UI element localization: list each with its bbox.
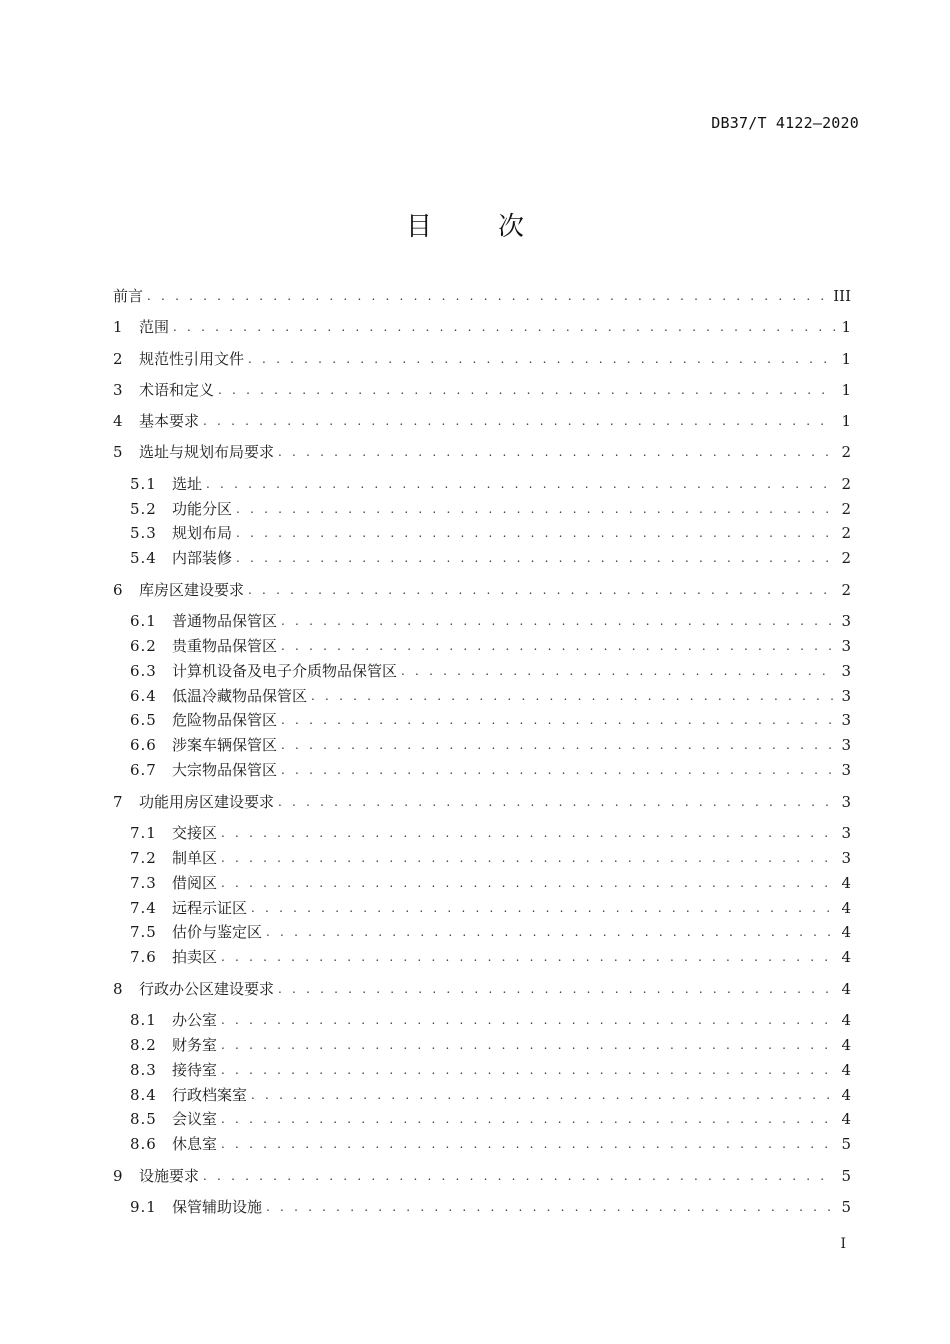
toc-entry[interactable] bbox=[113, 1195, 851, 1220]
toc-entry[interactable] bbox=[113, 871, 851, 896]
toc-entry-label: 涉案车辆保管区 bbox=[172, 736, 278, 755]
toc-entry-number: 7.2 bbox=[130, 848, 157, 867]
toc-entry-label: 库房区建设要求 bbox=[139, 580, 245, 599]
toc-entry-label: 低温冷藏物品保管区 bbox=[172, 686, 308, 705]
toc-entry[interactable] bbox=[113, 846, 851, 871]
toc-entry-number: 6.4 bbox=[130, 686, 157, 705]
toc-entry-page: 4 bbox=[841, 923, 851, 942]
toc-entry-number: 7.5 bbox=[130, 923, 157, 942]
toc-entry-page: 2 bbox=[841, 549, 851, 568]
toc-entry-label: 借阅区 bbox=[172, 873, 218, 892]
toc-entry-page: 2 bbox=[841, 474, 851, 493]
toc-entry-page: 4 bbox=[841, 1085, 851, 1104]
toc-entry-page: 1 bbox=[841, 412, 851, 431]
toc-entry-label: 选址 bbox=[172, 474, 203, 493]
toc-entry-label: 规范性引用文件 bbox=[139, 349, 245, 368]
toc-title: 目 次 bbox=[405, 212, 544, 242]
toc-entry[interactable] bbox=[113, 409, 851, 434]
toc-entry-number: 6.3 bbox=[130, 661, 157, 680]
toc-entry-number: 6.6 bbox=[130, 736, 157, 755]
toc-entry-label: 接待室 bbox=[172, 1060, 218, 1079]
toc-dot-leader bbox=[281, 609, 835, 634]
toc-dot-leader bbox=[147, 284, 827, 309]
toc-entry-number: 6.7 bbox=[130, 761, 157, 780]
toc-dot-leader bbox=[203, 409, 835, 434]
toc-entry-page: 4 bbox=[841, 1110, 851, 1129]
toc-entry[interactable] bbox=[113, 1083, 851, 1108]
toc-entry-number: 6 bbox=[113, 580, 123, 599]
toc-entry-page: 4 bbox=[841, 898, 851, 917]
toc-entry[interactable] bbox=[113, 497, 851, 522]
toc-entry-page: 3 bbox=[841, 661, 851, 680]
toc-entry-label: 行政办公区建设要求 bbox=[139, 979, 275, 998]
toc-dot-leader bbox=[248, 578, 835, 603]
toc-entry-label: 大宗物品保管区 bbox=[172, 761, 278, 780]
toc-entry[interactable] bbox=[113, 378, 851, 403]
toc-dot-leader bbox=[266, 920, 835, 945]
toc-dot-leader bbox=[221, 1033, 835, 1058]
toc-entry-number: 1 bbox=[113, 318, 123, 337]
toc-dot-leader bbox=[248, 347, 835, 372]
toc-entry-label: 交接区 bbox=[172, 823, 218, 842]
toc-entry-page: 4 bbox=[841, 1035, 851, 1054]
toc-entry-label: 贵重物品保管区 bbox=[172, 636, 278, 655]
toc-entry-label: 拍卖区 bbox=[172, 948, 218, 967]
toc-entry-number: 2 bbox=[113, 349, 123, 368]
toc-dot-leader bbox=[221, 1058, 835, 1083]
toc-dot-leader bbox=[221, 1008, 835, 1033]
toc-entry-page: 3 bbox=[841, 611, 851, 630]
toc-entry-label: 休息室 bbox=[172, 1135, 218, 1154]
toc-entry-label: 普通物品保管区 bbox=[172, 611, 278, 630]
toc-entry-page: 4 bbox=[841, 1060, 851, 1079]
toc-entry[interactable] bbox=[113, 1033, 851, 1058]
toc-entry-label: 设施要求 bbox=[139, 1166, 200, 1185]
toc-entry[interactable] bbox=[113, 1008, 851, 1033]
toc-entry-number: 7 bbox=[113, 792, 123, 811]
toc-entry-page: 1 bbox=[841, 380, 851, 399]
toc-entry-page: 3 bbox=[841, 711, 851, 730]
toc-entry-page: 2 bbox=[841, 524, 851, 543]
toc-entry-page: 3 bbox=[841, 823, 851, 842]
toc-entry-label: 选址与规划布局要求 bbox=[139, 443, 275, 462]
toc-dot-leader bbox=[221, 821, 835, 846]
toc-entry-page: 3 bbox=[841, 736, 851, 755]
toc-entry[interactable] bbox=[113, 546, 851, 571]
toc-entry-page: 3 bbox=[841, 636, 851, 655]
toc-entry-number: 5.3 bbox=[130, 524, 157, 543]
toc-entry-number: 7.1 bbox=[130, 823, 157, 842]
toc-entry-label: 远程示证区 bbox=[172, 898, 248, 917]
toc-entry-page: III bbox=[833, 287, 851, 305]
toc-entry[interactable] bbox=[113, 790, 851, 815]
toc-dot-leader bbox=[221, 871, 835, 896]
toc-entry-number: 5.1 bbox=[130, 474, 157, 493]
toc-dot-leader bbox=[236, 546, 835, 571]
toc-dot-leader bbox=[221, 846, 835, 871]
toc-dot-leader bbox=[218, 378, 835, 403]
toc-entry[interactable] bbox=[113, 821, 851, 846]
toc-dot-leader bbox=[236, 521, 835, 546]
toc-entry[interactable] bbox=[113, 521, 851, 546]
toc-entry[interactable] bbox=[113, 659, 851, 684]
toc-dot-leader bbox=[251, 896, 835, 921]
toc-entry-number: 6.1 bbox=[130, 611, 157, 630]
toc-entry[interactable] bbox=[113, 1132, 851, 1157]
toc-dot-leader bbox=[281, 758, 835, 783]
toc-entry[interactable] bbox=[113, 609, 851, 634]
footer-page-number: I bbox=[840, 1236, 846, 1252]
toc-entry-number: 5 bbox=[113, 443, 123, 462]
toc-entry-page: 1 bbox=[841, 318, 851, 337]
toc-entry-page: 4 bbox=[841, 948, 851, 967]
toc-entry-label: 基本要求 bbox=[139, 412, 200, 431]
toc-dot-leader bbox=[281, 708, 835, 733]
toc-entry-label: 术语和定义 bbox=[139, 380, 215, 399]
toc-entry-number: 8.6 bbox=[130, 1135, 157, 1154]
toc-entry-number: 8.4 bbox=[130, 1085, 157, 1104]
toc-entry-label: 会议室 bbox=[172, 1110, 218, 1129]
toc-entry-label: 内部装修 bbox=[172, 549, 233, 568]
toc-entry-label: 功能用房区建设要求 bbox=[139, 792, 275, 811]
toc-entry-number: 7.6 bbox=[130, 948, 157, 967]
toc-dot-leader bbox=[221, 945, 835, 970]
toc-entry-label: 估价与鉴定区 bbox=[172, 923, 263, 942]
toc-entry-page: 2 bbox=[841, 580, 851, 599]
toc-dot-leader bbox=[236, 497, 835, 522]
toc-entry-number: 4 bbox=[113, 412, 123, 431]
toc-entry-page: 5 bbox=[841, 1166, 851, 1185]
toc-dot-leader bbox=[281, 733, 835, 758]
toc-entry-page: 4 bbox=[841, 979, 851, 998]
document-code: DB37/T 4122—2020 bbox=[711, 114, 859, 132]
toc-entry[interactable] bbox=[113, 578, 851, 603]
toc-entry-number: 5.2 bbox=[130, 499, 157, 518]
toc-entry-label: 办公室 bbox=[172, 1010, 218, 1029]
toc-entry-number: 6.2 bbox=[130, 636, 157, 655]
toc-entry-label: 前言 bbox=[113, 287, 144, 305]
toc-entry-page: 3 bbox=[841, 848, 851, 867]
toc-entry[interactable] bbox=[113, 1164, 851, 1189]
toc-entry-page: 4 bbox=[841, 873, 851, 892]
toc-dot-leader bbox=[206, 472, 835, 497]
toc-entry-label: 危险物品保管区 bbox=[172, 711, 278, 730]
toc-entry-number: 8.5 bbox=[130, 1110, 157, 1129]
toc-entry-number: 6.5 bbox=[130, 711, 157, 730]
toc-entry-page: 4 bbox=[841, 1010, 851, 1029]
toc-entry[interactable] bbox=[113, 284, 851, 309]
toc-entry-number: 8.2 bbox=[130, 1035, 157, 1054]
toc-entry-label: 制单区 bbox=[172, 848, 218, 867]
toc-entry-page: 3 bbox=[841, 792, 851, 811]
toc-dot-leader bbox=[173, 315, 835, 340]
toc-entry-page: 5 bbox=[841, 1197, 851, 1216]
toc-entry-number: 9.1 bbox=[130, 1197, 157, 1216]
toc-entry-page: 2 bbox=[841, 443, 851, 462]
toc-dot-leader bbox=[278, 977, 835, 1002]
toc-entry[interactable] bbox=[113, 708, 851, 733]
toc-entry-number: 7.3 bbox=[130, 873, 157, 892]
toc-entry[interactable] bbox=[113, 440, 851, 465]
toc-entry-number: 8.3 bbox=[130, 1060, 157, 1079]
toc-entry[interactable] bbox=[113, 733, 851, 758]
toc-dot-leader bbox=[401, 659, 835, 684]
toc-dot-leader bbox=[311, 684, 835, 709]
toc-entry-page: 1 bbox=[841, 349, 851, 368]
toc-entry[interactable] bbox=[113, 945, 851, 970]
toc-entry-label: 范围 bbox=[139, 318, 170, 337]
toc-entry[interactable] bbox=[113, 634, 851, 659]
toc-entry-label: 计算机设备及电子介质物品保管区 bbox=[172, 661, 398, 680]
toc-entry-number: 8 bbox=[113, 979, 123, 998]
toc-entry[interactable] bbox=[113, 347, 851, 372]
toc-dot-leader bbox=[221, 1132, 835, 1157]
toc-dot-leader bbox=[221, 1107, 835, 1132]
toc-entry[interactable] bbox=[113, 896, 851, 921]
toc-entry-number: 5.4 bbox=[130, 549, 157, 568]
toc-entry[interactable] bbox=[113, 920, 851, 945]
toc-entry[interactable] bbox=[113, 1107, 851, 1132]
toc-entry-label: 财务室 bbox=[172, 1035, 218, 1054]
toc-entry[interactable] bbox=[113, 977, 851, 1002]
toc-entry-number: 9 bbox=[113, 1166, 123, 1185]
toc-entry-label: 功能分区 bbox=[172, 499, 233, 518]
toc-entry-label: 行政档案室 bbox=[172, 1085, 248, 1104]
toc-entry-page: 2 bbox=[841, 499, 851, 518]
toc-entry-label: 规划布局 bbox=[172, 524, 233, 543]
toc-dot-leader bbox=[251, 1083, 835, 1108]
toc-entry[interactable] bbox=[113, 472, 851, 497]
table-of-contents bbox=[113, 284, 851, 1220]
toc-entry-label: 保管辅助设施 bbox=[172, 1197, 263, 1216]
toc-entry-number: 3 bbox=[113, 380, 123, 399]
toc-entry-page: 3 bbox=[841, 686, 851, 705]
toc-entry[interactable] bbox=[113, 758, 851, 783]
toc-dot-leader bbox=[278, 440, 835, 465]
toc-dot-leader bbox=[203, 1164, 835, 1189]
toc-entry-number: 8.1 bbox=[130, 1010, 157, 1029]
toc-entry-number: 7.4 bbox=[130, 898, 157, 917]
toc-dot-leader bbox=[281, 634, 835, 659]
toc-entry-page: 3 bbox=[841, 761, 851, 780]
toc-entry[interactable] bbox=[113, 1058, 851, 1083]
toc-entry[interactable] bbox=[113, 315, 851, 340]
toc-dot-leader bbox=[278, 790, 835, 815]
toc-entry-page: 5 bbox=[841, 1135, 851, 1154]
toc-entry[interactable] bbox=[113, 684, 851, 709]
toc-dot-leader bbox=[266, 1195, 835, 1220]
